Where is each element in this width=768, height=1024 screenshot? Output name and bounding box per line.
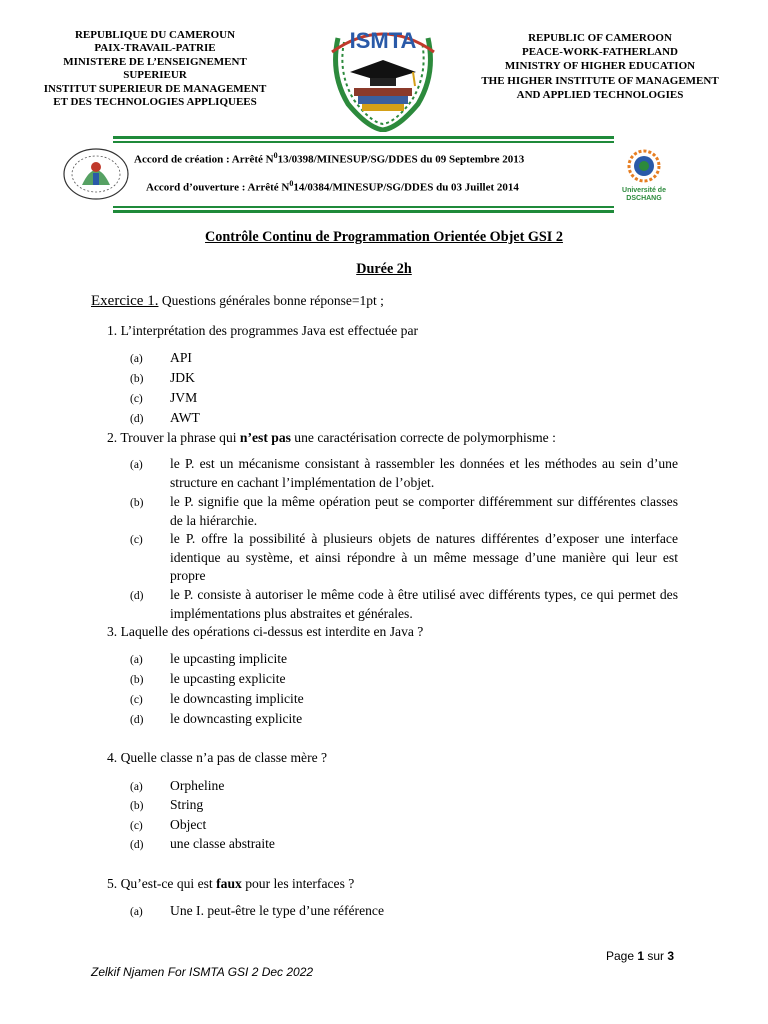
question-2-option-d — [130, 586, 678, 623]
question-5 — [107, 876, 354, 892]
option-text: JVM — [170, 390, 198, 405]
option-text: API — [170, 350, 192, 365]
question-5-option-a — [130, 902, 678, 921]
header-rule-bottom — [113, 210, 614, 213]
option-text: AWT — [170, 410, 200, 425]
exercise-instructions: Questions générales bonne réponse=1pt ; — [158, 293, 384, 308]
question-text: Quelle classe n’a pas de classe mère ? — [120, 750, 328, 765]
option-letter: (c) — [130, 393, 143, 405]
document-duration: Durée 2h — [356, 261, 412, 277]
header-left-line: MINISTERE DE L’ENSEIGNEMENT — [63, 55, 247, 68]
header-rule-top-thin — [113, 141, 614, 143]
header-left-block — [30, 29, 280, 109]
option-letter: (c) — [130, 820, 143, 832]
question-1-option-c — [130, 389, 678, 408]
question-3-option-d — [130, 710, 678, 729]
universite-dschang-logo — [612, 148, 676, 202]
accord-ouverture — [146, 179, 519, 194]
page-separator: sur — [644, 949, 668, 963]
question-4-option-c — [130, 816, 678, 835]
header-right-line: THE HIGHER INSTITUTE OF MANAGEMENT — [481, 74, 719, 87]
option-text: le P. offre la possibilité à plusieurs objets de natures différentes d’exposer une interface identique au système, et ainsi répondre à un même message d’une manière qui leur est propre — [170, 531, 678, 583]
dschang-logo-text-1: Université de — [622, 187, 666, 194]
question-text: Laquelle des opérations ci-dessus est interdite en Java ? — [120, 624, 424, 639]
question-2 — [107, 430, 556, 446]
header-left-line: ET DES TECHNOLOGIES APPLIQUEES — [53, 96, 257, 109]
accord-ouverture-ref: 14/0384/MINESUP/SG/DDES du 03 Juillet 2014 — [293, 181, 519, 194]
header-left-line: REPUBLIQUE DU CAMEROUN — [74, 29, 236, 41]
option-letter: (b) — [130, 373, 144, 385]
question-text: une caractérisation correcte de polymorphisme : — [290, 430, 556, 445]
question-emphasis: faux — [216, 876, 242, 891]
option-text: le upcasting implicite — [170, 651, 288, 666]
page-total: 3 — [667, 949, 675, 963]
question-1-option-b — [130, 369, 678, 388]
option-text: le downcasting explicite — [170, 711, 303, 726]
exercise-label: Exercice 1. — [91, 293, 159, 309]
option-letter: (c) — [130, 694, 143, 706]
option-letter: (a) — [130, 654, 143, 666]
header-right-block — [462, 31, 738, 102]
page-current: 1 — [637, 949, 645, 963]
option-text: le upcasting explicite — [170, 671, 286, 686]
question-text: L’interprétation des programmes Java est effectuée par — [120, 323, 419, 338]
ismta-logo — [318, 24, 448, 132]
option-letter: (d) — [130, 839, 144, 851]
header-rule-bottom-thin — [113, 206, 614, 208]
document-title: Contrôle Continu de Programmation Orientée Objet GSI 2 — [205, 229, 563, 245]
option-letter: (a) — [130, 906, 143, 918]
option-letter: (d) — [130, 413, 144, 425]
header-left-line: INSTITUT SUPERIEUR DE MANAGEMENT — [43, 82, 267, 95]
option-text: Object — [170, 817, 207, 832]
accord-ouverture-label: Accord d’ouverture : Arrêté N — [146, 181, 290, 194]
question-number: 3. — [107, 624, 118, 639]
option-text: le P. signifie que la même opération peut se comporter différemment sur différentes classes de la hiérarchie. — [170, 494, 678, 528]
accord-creation-ref: 13/0398/MINESUP/SG/DDES du 09 Septembre 2013 — [277, 153, 525, 166]
option-text: String — [170, 797, 204, 812]
question-4 — [107, 750, 327, 766]
accord-ouverture-sup: 0 — [289, 179, 294, 188]
question-3-option-b — [130, 670, 678, 689]
question-4-option-d — [130, 835, 678, 854]
header-right-line: REPUBLIC OF CAMEROON — [528, 32, 672, 44]
option-text: Orpheline — [170, 778, 225, 793]
question-text: Trouver la phrase qui — [120, 430, 240, 445]
header-right-line: PEACE-WORK-FATHERLAND — [521, 46, 679, 59]
ismta-logo-text: ISMTA — [349, 28, 417, 53]
option-text: le P. consiste à autoriser le même code à être utilisé avec différents types, ce qui permet des implémentations plus abstraites et générales. — [170, 587, 678, 621]
option-text: le downcasting implicite — [170, 691, 304, 706]
option-letter: (d) — [130, 590, 144, 602]
question-3-option-a — [130, 650, 678, 669]
option-letter: (d) — [130, 714, 144, 726]
question-number: 1. — [107, 323, 118, 338]
question-1-option-a — [130, 349, 678, 368]
option-text: Une I. peut-être le type d’une référence — [170, 903, 384, 918]
header-left-line: PAIX-TRAVAIL-PATRIE — [94, 42, 216, 55]
question-text: pour les interfaces ? — [241, 876, 355, 891]
question-1-option-d — [130, 409, 678, 428]
question-4-option-a — [130, 777, 678, 796]
option-letter: (a) — [130, 353, 143, 365]
accord-creation-sup: 0 — [273, 151, 278, 160]
option-letter: (a) — [130, 781, 143, 793]
option-text: le P. est un mécanisme consistant à rassembler les données et les méthodes au sein d’une structure en cachant l’implémentation de l’objet. — [170, 456, 678, 490]
option-text: JDK — [170, 370, 195, 385]
question-2-option-b — [130, 493, 678, 530]
question-3-option-c — [130, 690, 678, 709]
header-rule-top — [113, 136, 614, 139]
header-right-line: MINISTRY OF HIGHER EDUCATION — [504, 60, 696, 73]
header-right-line: AND APPLIED TECHNOLOGIES — [516, 88, 684, 101]
page-number — [606, 949, 674, 963]
question-2-option-c — [130, 530, 678, 586]
option-letter: (c) — [130, 534, 143, 546]
question-emphasis: n’est pas — [239, 430, 291, 445]
question-3 — [107, 624, 423, 640]
question-1 — [107, 323, 418, 339]
dschang-logo-text-2: DSCHANG — [626, 195, 662, 202]
option-letter: (a) — [130, 459, 143, 471]
question-4-option-b — [130, 796, 678, 815]
page-word: Page — [606, 949, 638, 963]
accord-creation-label: Accord de création : Arrêté N — [134, 153, 274, 166]
option-text: une classe abstraite — [170, 836, 275, 851]
header-left-line: SUPERIEUR — [123, 69, 187, 82]
university-emblem-left — [62, 147, 130, 201]
footer-author: Zelkif Njamen For ISMTA GSI 2 Dec 2022 — [91, 965, 314, 979]
question-number: 5. — [107, 876, 118, 891]
exercise-heading — [91, 293, 384, 310]
question-2-option-a — [130, 455, 678, 492]
option-letter: (b) — [130, 800, 144, 812]
question-text: Qu’est-ce qui est — [120, 876, 217, 891]
question-number: 2. — [107, 430, 118, 445]
option-letter: (b) — [130, 497, 144, 509]
question-number: 4. — [107, 750, 118, 765]
accord-creation — [134, 151, 524, 166]
option-letter: (b) — [130, 674, 144, 686]
